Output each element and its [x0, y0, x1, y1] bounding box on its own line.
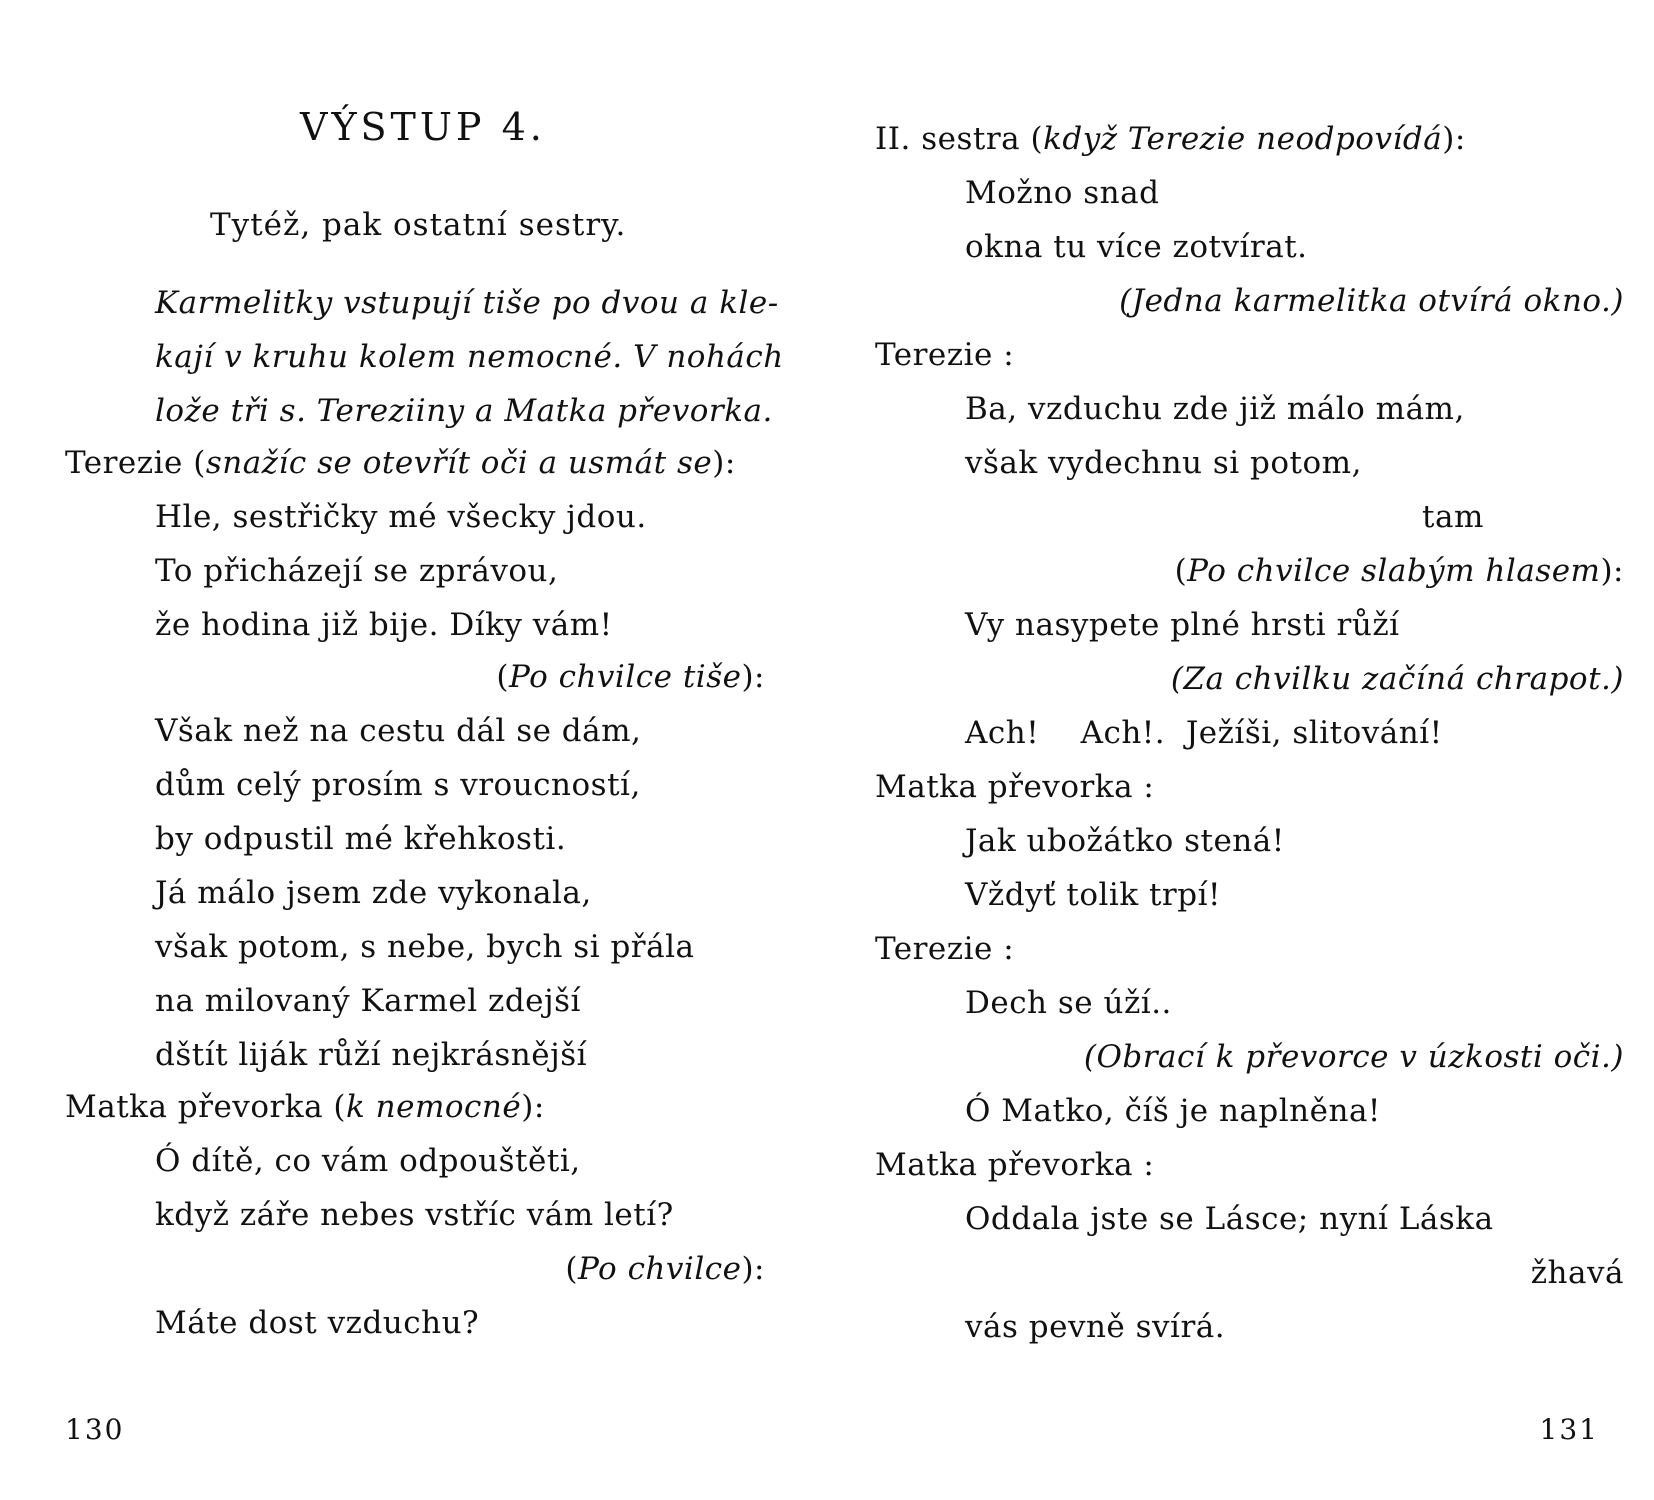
verse-line: okna tu více zotvírat. — [965, 229, 1308, 265]
verse-line: na milovaný Karmel zdejší — [155, 983, 581, 1019]
verse-carry-over: žhavá — [1530, 1255, 1624, 1291]
verse-line: Vy nasypete plné hrsti růží — [965, 607, 1400, 643]
verse-line: Jak ubožátko stená! — [965, 823, 1285, 859]
verse-line: však vydechnu si potom, — [965, 445, 1362, 481]
verse-line: Ó Matko, číš je naplněna! — [965, 1093, 1381, 1129]
speaker-name: Terezie — [65, 445, 183, 481]
speaker-name: Terezie : — [875, 337, 1015, 373]
scene-heading: VÝSTUP 4. — [300, 105, 546, 149]
verse-line: když záře nebes vstříc vám letí? — [155, 1197, 674, 1233]
stage-direction-line: kají v kruhu kolem nemocné. V nohách — [155, 339, 784, 375]
verse-line: Máte dost vzduchu? — [155, 1305, 480, 1341]
verse-line: Možno snad — [965, 175, 1160, 211]
verse-line: však potom, s nebe, bych si přála — [155, 929, 695, 965]
scene-cast: Tytéž, pak ostatní sestry. — [210, 207, 627, 243]
page-number: 131 — [1539, 1413, 1599, 1446]
stage-direction-line: lože tři s. Tereziiny a Matka převorka. — [155, 393, 773, 429]
speaker-name: Matka převorka : — [875, 1147, 1155, 1183]
verse-line: To přicházejí se zprávou, — [155, 553, 559, 589]
verse-line: Však než na cestu dál se dám, — [155, 713, 642, 749]
verse-line: by odpustil mé křehkosti. — [155, 821, 567, 857]
stage-direction-line: Karmelitky vstupují tiše po dvou a kle- — [155, 285, 779, 321]
verse-line: Já málo jsem zde vykonala, — [155, 875, 592, 911]
right-page — [800, 0, 1654, 1500]
speaker-name: Terezie : — [875, 931, 1015, 967]
speaker-direction: když Terezie neodpovídá — [1043, 121, 1443, 157]
verse-carry-over: tam — [1422, 499, 1484, 535]
verse-line: dštít liják růží nejkrásnější — [155, 1037, 588, 1073]
speaker-line: Matka převorka (k nemocné): — [65, 1089, 545, 1125]
verse-line: Ach! Ach!. Ježíši, slitování! — [965, 715, 1443, 751]
speaker-name: Matka převorka : — [875, 769, 1155, 805]
speaker-line: Terezie (snažíc se otevřít oči a usmát se): — [65, 445, 736, 481]
stage-direction: (Po chvilce slabým hlasem): — [1174, 553, 1624, 589]
speaker-name: II. sestra — [875, 121, 1021, 157]
speaker-direction: snažíc se otevřít oči a usmát se — [205, 445, 713, 481]
speaker-direction: k nemocné — [346, 1089, 522, 1125]
speaker-name: Matka převorka — [65, 1089, 324, 1125]
verse-line: Vždyť tolik trpí! — [965, 877, 1221, 913]
verse-line: Ba, vzduchu zde již málo mám, — [965, 391, 1465, 427]
verse-line: Hle, sestřičky mé všecky jdou. — [155, 499, 647, 535]
page-number: 130 — [65, 1413, 125, 1446]
verse-line: Ó dítě, co vám odpouštěti, — [155, 1143, 581, 1179]
stage-direction: (Po chvilce): — [565, 1251, 765, 1287]
verse-line: Oddala jste se Lásce; nyní Láska — [965, 1201, 1494, 1237]
left-page — [0, 0, 800, 1500]
stage-direction: (Jedna karmelitka otvírá okno.) — [1119, 283, 1624, 319]
verse-line: Dech se úží.. — [965, 985, 1172, 1021]
speaker-line: II. sestra (když Terezie neodpovídá): — [875, 121, 1466, 157]
verse-line: dům celý prosím s vroucností, — [155, 767, 641, 803]
stage-direction: (Obrací k převorce v úzkosti oči.) — [1083, 1039, 1624, 1075]
verse-line: vás pevně svírá. — [965, 1309, 1226, 1345]
stage-direction: (Po chvilce tiše): — [496, 659, 765, 695]
stage-direction: (Za chvilku začíná chrapot.) — [1170, 661, 1624, 697]
verse-line: že hodina již bije. Díky vám! — [155, 607, 613, 643]
